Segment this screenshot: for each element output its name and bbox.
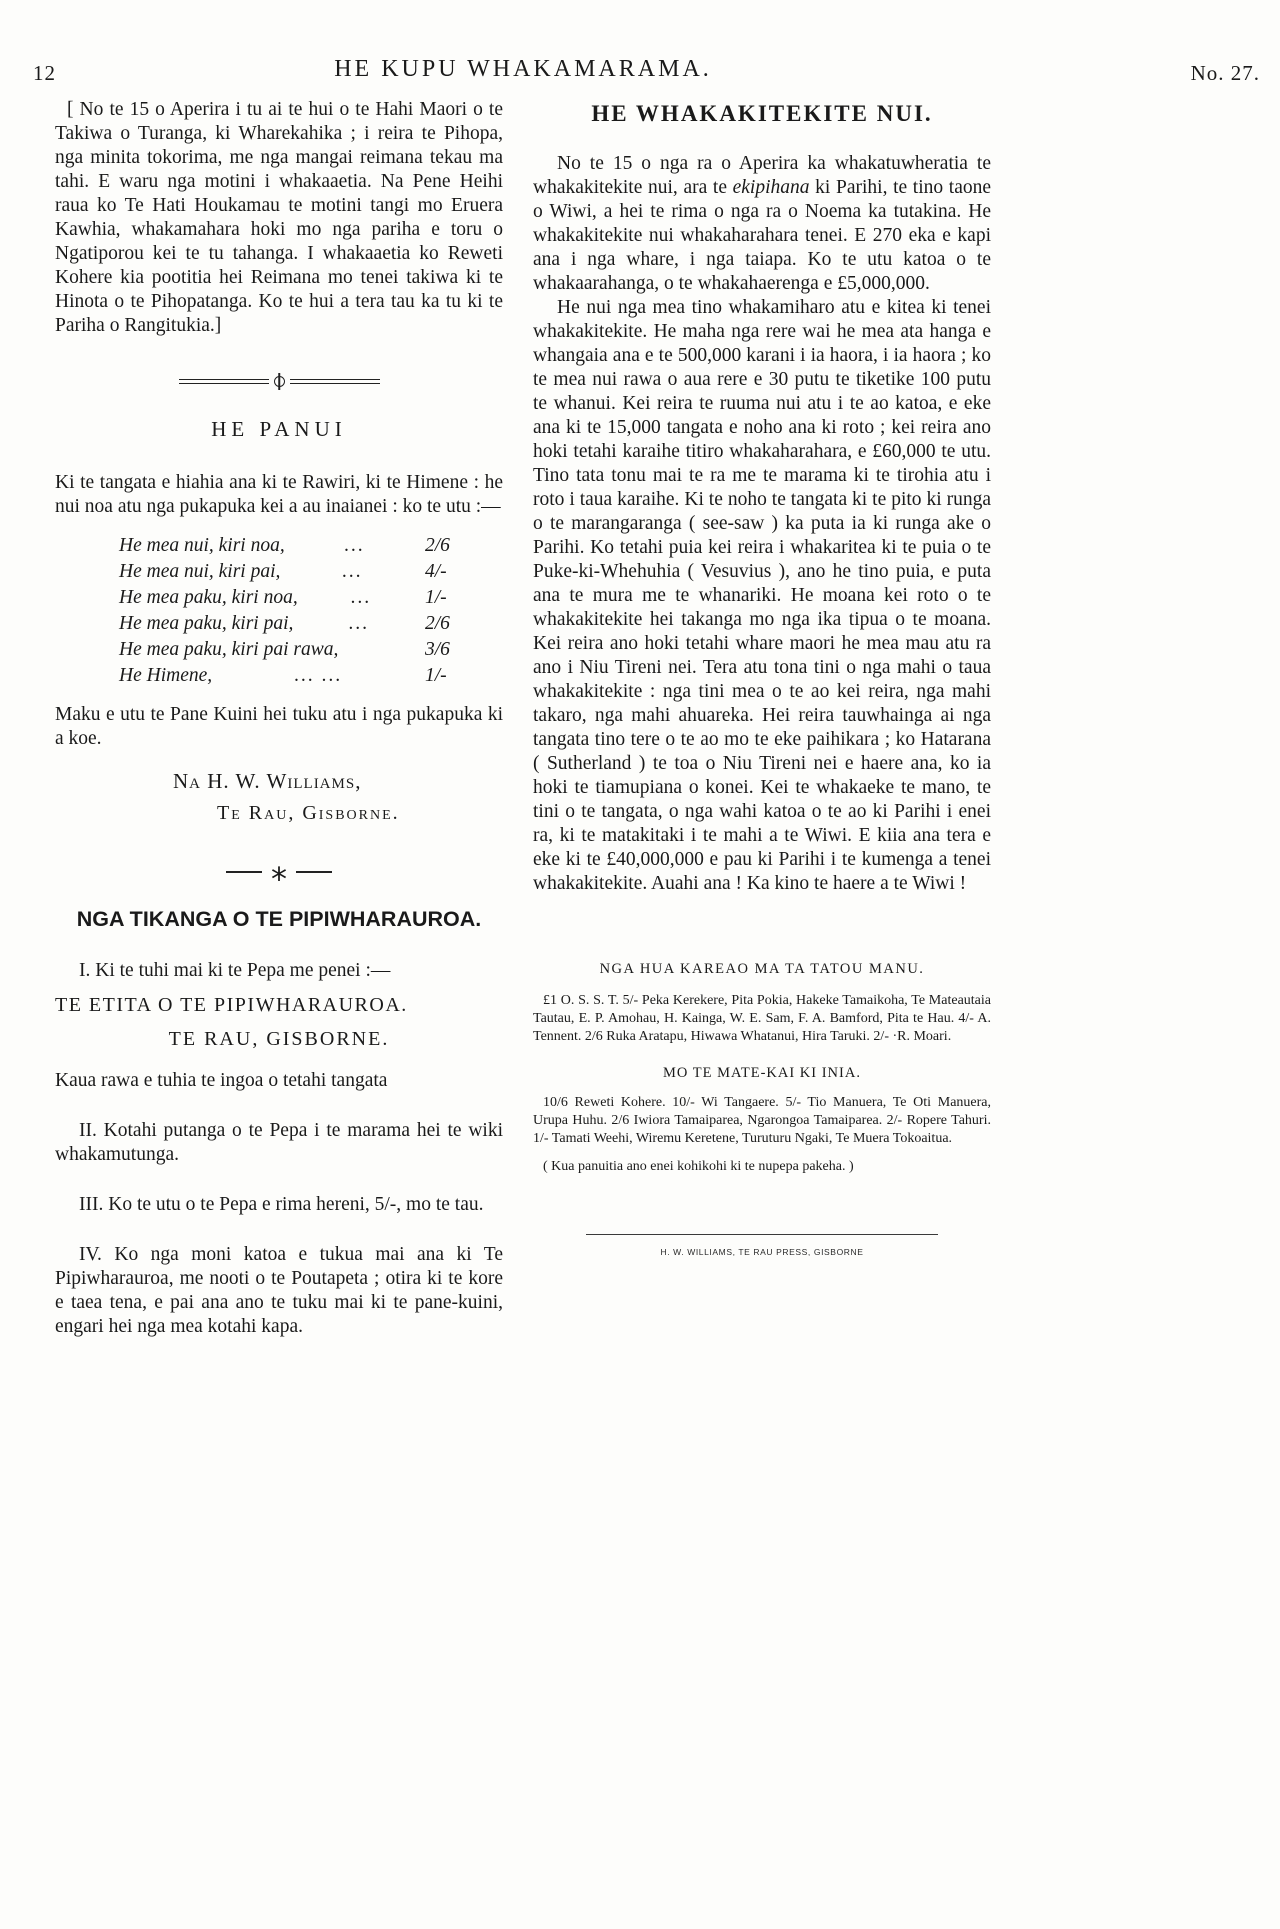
left-column (55, 98, 503, 1365)
donations-list: £1 O. S. S. T. 5/- Peka Kerekere, Pita Pokia, Hakeke Tamaikoha, Te Mateautaia Tautau, E. P. Amohau, H. Kainga, W. E. Sam, F. A. Bamford, Pita te Hau. 4/- A. Tennent. 2/6 Ruka Aratapu, Hiwawa Whatanui, Hira Taruki. 2/- ·R. Moari. (533, 993, 991, 1044)
price-item-label: He mea paku, kiri pai rawa, (119, 639, 339, 660)
divider-line (226, 871, 262, 873)
italic-word: ekipihana (732, 177, 810, 198)
rule-1: I. Ki te tuhi mai ki te Pepa me penei :— (79, 959, 391, 981)
famine-fund-list: 10/6 Reweti Kohere. 10/- Wi Tangaere. 5/- Tio Manuera, Te Oti Manuera, Urupa Huhu. 2/6 Iwiora Tamaiparea, Ngarongoa Tamaiparea. 2/- Ropere Tahuri. 1/- Tamati Weehi, Wiremu Keretene, Turuturu Ngaki, Te Muera Tokoaitua. (533, 1095, 991, 1146)
imprint-text: H. W. WILLIAMS, TE RAU PRESS, GISBORNE (660, 1247, 864, 1257)
exhibition-paragraph-2: He nui nga mea tino whakamiharo atu e kitea ki tenei whakakitekite. He maha nga rere wai he mea ata hanga e whangaia ana e te 500,000 karani i ia haora, i ia haora ; ko te mea nui rawa o aua rere e 30 putu te tiketike 100 putu te whanui. Kei reira te ruuma nui atu i te ao katoa, e eke ana ki te 15,000 tangata e noho ana ki roto ; kei reira ano hoki tetahi karaihe titiro whakaharahara, e £60,000 te utu. Tino tata tonu mai te ra me te marama ki te tirohia atu i roto i taua karaihe. Ki te noho te tangata ki te pito ki runga o te marangaranga ( see-saw ) ka puta ia ki runga ake o Parihi. Ko tetahi puia kei reira i whakaritea ki te puia o te Puke-ki-Whehuhia ( Vesuvius ), ano he tino puia, e puta ana te mura me te whanariki. He moana kei roto o te whakakitekite hei takanga mo nga ika tipua o te moana. Kei reira ano hoki tetahi whare maori he mea mau atu ra ano i Niu Tireni nei. Tera atu tona tini o nga mahi o taua whakakitekite : nga tini mea o te ao kei reira, nga mahi takaro, nga mahi ahuareka. Hei reira tauwhainga ai nga tangata tino tere o te ao mo te eke paihikara ; ko Hatarana ( Sutherland ) te toa o Niu Tireni nei e haere ana, ko ia hoki te tiamupiana o konei. Kei te whakaeke te mano, te tini o te tangata, o nga wahi katoa o te ao ki Parihi i enei ra, ki te matakitaki i te mahi a te Wiwi. E kiia ana tera e eke ki te £40,000,000 e pau ki Parihi i te kumenga a tenei whakakitekite. Auahi ana ! Ka kino te haere a te Wiwi ! (533, 297, 991, 894)
price-value: 1/- (425, 587, 447, 608)
exhibition-paragraph-1 (533, 152, 991, 296)
price-row (119, 533, 465, 559)
signature-name: Na H. W. Williams, (173, 769, 362, 793)
rule-1-block (55, 959, 503, 1093)
price-dots (338, 637, 425, 663)
panui-heading: HE PANUI (211, 417, 347, 441)
section-divider-ornament (55, 376, 503, 387)
exhibition-heading: HE WHAKAKITEKITE NUI. (591, 101, 933, 126)
content-columns (55, 98, 991, 1365)
tikanga-heading: NGA TIKANGA O TE PIPIWHARAUROA. (76, 906, 482, 931)
price-dots: ... ... (294, 665, 343, 686)
price-dots: ... (351, 587, 372, 608)
price-row (119, 585, 465, 611)
divider-line (290, 379, 380, 384)
issue-number: No. 27. (1190, 61, 1260, 85)
price-row (119, 663, 465, 689)
donations-heading: NGA HUA KAREAO MA TA TATOU MANU. (599, 961, 925, 977)
price-value: 2/6 (425, 535, 450, 556)
editor-address-line-1: TE ETITA O TE PIPIWHARAUROA. (55, 993, 408, 1016)
famine-fund-note: ( Kua panuitia ano enei kohikohi ki te nupepa pakeha. ) (543, 1159, 854, 1174)
price-value: 1/- (425, 665, 447, 686)
paragraph-text: ki Parihi, te tino taone o Wiwi, a hei te rima o nga ra o Noema ka tutakina. He whakakitekite nui whakaharahara tenei. E 270 eka e kapi ana i nga whare, i nga taiapa. Ko te utu katoa o te whakaarahanga, o te whakahaerenga e £5,000,000. (533, 177, 992, 294)
price-value: 4/- (425, 561, 447, 582)
right-column (533, 98, 991, 1264)
price-item-label: He Himene, (119, 665, 213, 686)
section-divider: * (55, 871, 503, 873)
price-dots: ... (344, 535, 366, 556)
postage-note: Maku e utu te Pane Kuini hei tuku atu i nga pukapuka ki a koe. (55, 704, 503, 749)
divider-line (296, 871, 332, 873)
hui-report-paragraph: [ No te 15 o Aperira i tu ai te hui o te Hahi Maori o te Takiwa o Turanga, ki Wharekahika ; i reira te Pihopa, nga minita tokorima, me nga mangai reimana tekau ma tahi. E waru nga motini i whakaaetia. Na Pene Heihi raua ko Te Hati Houkamau te motini tangi mo Eruera Kawhia, whakamahara hoki mo nga pariha e toru o Ngatiporou kei te tu tahanga. I whakaaetia ko Reweti Kohere kia pootitia hei Reimana mo tenei takiwa ki te Hinota o te Pihopatanga. Ko te hui a tera tau ka tu ki te Pariha o Rangitukia.] (55, 99, 503, 336)
price-item-label: He mea nui, kiri pai, (119, 561, 281, 582)
rule-1-note: Kaua rawa e tuhia te ingoa o tetahi tangata (55, 1069, 388, 1091)
price-item-label: He mea paku, kiri noa, (119, 587, 298, 608)
price-item-label: He mea nui, kiri noa, (119, 535, 285, 556)
price-row (119, 611, 465, 637)
page-header (0, 56, 1280, 96)
signature-place: Te Rau, Gisborne. (217, 802, 400, 824)
panui-intro-paragraph: Ki te tangata e hiahia ana ki te Rawiri, ki te Himene : he nui noa atu nga pukapuka kei a au inaianei : ko te utu :— (55, 472, 503, 517)
price-value: 2/6 (425, 613, 450, 634)
imprint (533, 1234, 991, 1264)
price-item-label: He mea paku, kiri pai, (119, 613, 294, 634)
divider-line (179, 379, 269, 384)
price-dots: ... (342, 561, 363, 582)
price-row (119, 637, 465, 663)
rule-3: III. Ko te utu o te Pepa e rima hereni, 5/-, mo te tau. (79, 1193, 484, 1215)
rule-4: IV. Ko nga moni katoa e tukua mai ana ki Te Pipiwharauroa, me nooti o te Poutapeta ; otira ki te kore e taea tena, e pai ana ano te tuku mai ki te pane-kuini, engari hei nga mea kotahi kapa. (55, 1243, 503, 1337)
donations-section (533, 960, 991, 1176)
price-dots: ... (348, 613, 370, 634)
page-number: 12 (33, 61, 56, 85)
famine-fund-heading: MO TE MATE-KAI KI INIA. (663, 1065, 861, 1081)
price-value: 3/6 (425, 639, 450, 660)
masthead-title: HE KUPU WHAKAMARAMA. (334, 56, 712, 82)
paragraph-text: No te 15 o nga ra o Aperira ka whakatuwheratia te whakakitekite nui, ara te (533, 153, 991, 198)
editor-address-line-2: TE RAU, GISBORNE. (168, 1027, 390, 1050)
price-row (119, 559, 465, 585)
divider-ornament-icon (274, 376, 285, 387)
imprint-rule (586, 1234, 938, 1235)
rule-2: II. Kotahi putanga o te Pepa i te marama hei te wiki whakamutunga. (55, 1119, 503, 1165)
price-list (119, 533, 465, 689)
